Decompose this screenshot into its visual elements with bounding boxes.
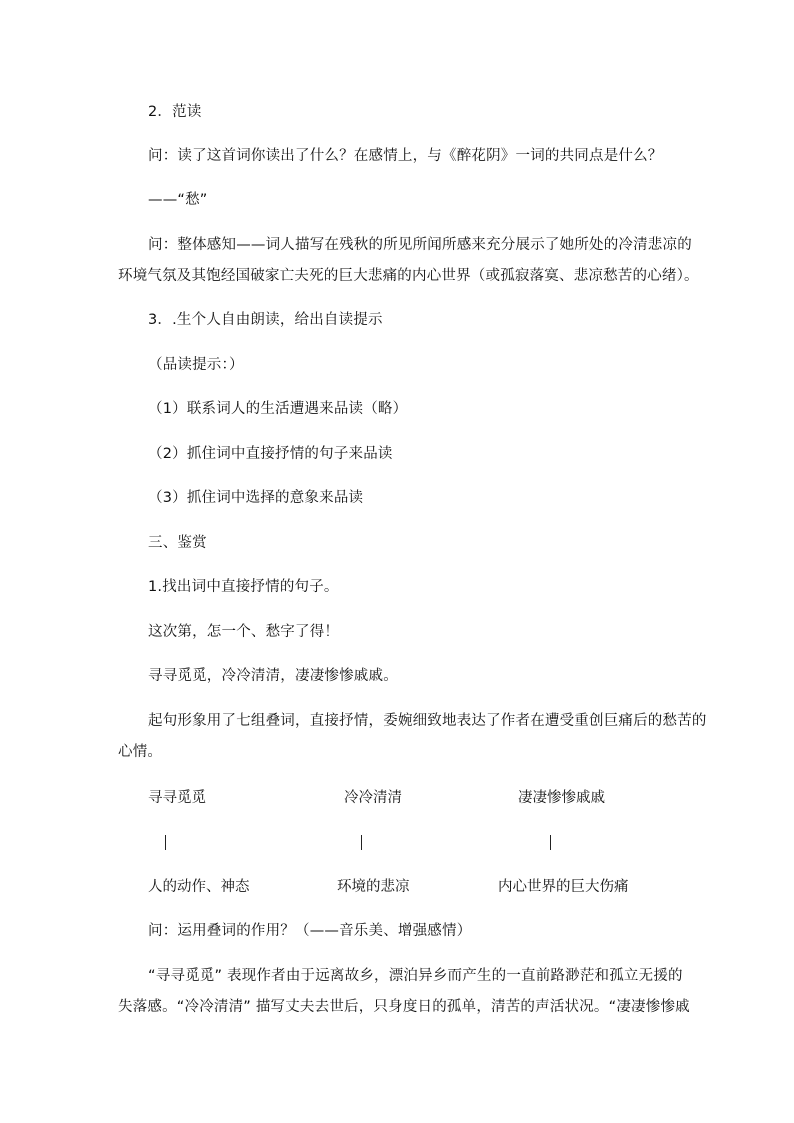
reading-hint: （品读提示：） [148, 357, 244, 373]
table-cell-r2-c3: 内心世界的巨大伤痛 [498, 879, 629, 895]
heading-fandu: 2．范读 [148, 104, 202, 120]
table-cell-r1-c3: 凄凄惨惨戚戚 [518, 790, 605, 806]
connector-line-3 [550, 835, 551, 850]
answer-1: ——“愁” [148, 192, 208, 208]
question-1: 问：读了这首词你读出了什么？在感情上，与《醉花阴》一词的共同点是什么？ [148, 148, 663, 164]
final-para-line-1: “寻寻觅觅” 表现作者由于远离故乡，漂泊异乡而产生的一直前路渺茫和孤立无援的 [148, 968, 683, 984]
table-cell-r1-c1: 寻寻觅觅 [148, 790, 206, 806]
connector-line-2 [361, 835, 362, 850]
hint-3: （3）抓住词中选择的意象来品读 [148, 490, 364, 506]
final-para-line-2: 失落感。“冷冷清清” 描写丈夫去世后，只身度日的孤单，清苦的声活状况。“凄凄惨惨戚 [118, 999, 690, 1015]
table-cell-r2-c1: 人的动作、神态 [148, 879, 250, 895]
analysis-line-1: 起句形象用了七组叠词，直接抒情，委婉细致地表达了作者在遭受重创巨痛后的愁苦的 [148, 713, 707, 729]
table-cell-r2-c2: 环境的悲凉 [337, 879, 410, 895]
hint-2: （2）抓住词中直接抒情的句子来品读 [148, 446, 393, 462]
analysis-line-2: 心情。 [118, 744, 163, 760]
question-2-line-1: 问：整体感知——词人描写在残秋的所见所闻所感来充分展示了她所处的冷清悲凉的 [148, 237, 692, 253]
connector-line-1 [165, 835, 166, 850]
section-3-heading: 三、鉴赏 [148, 535, 207, 551]
quote-2: 寻寻觅觅，冷冷清清，凄凄惨惨戚戚。 [148, 668, 398, 684]
hint-1: （1）联系词人的生活遭遇来品读（略） [148, 401, 408, 417]
question-3: 问：运用叠词的作用？（——音乐美、增强感情） [148, 923, 472, 939]
step-3: 3．.生个人自由朗读，给出自读提示 [148, 312, 383, 328]
step-1: 1.找出词中直接抒情的句子。 [148, 579, 339, 595]
question-2-line-2: 环境气氛及其饱经国破家亡夫死的巨大悲痛的内心世界（或孤寂落寞、悲凉愁苦的心绪）。 [118, 268, 699, 284]
quote-1: 这次第，怎一个、愁字了得！ [148, 624, 340, 640]
table-cell-r1-c2: 冷冷清清 [344, 790, 402, 806]
